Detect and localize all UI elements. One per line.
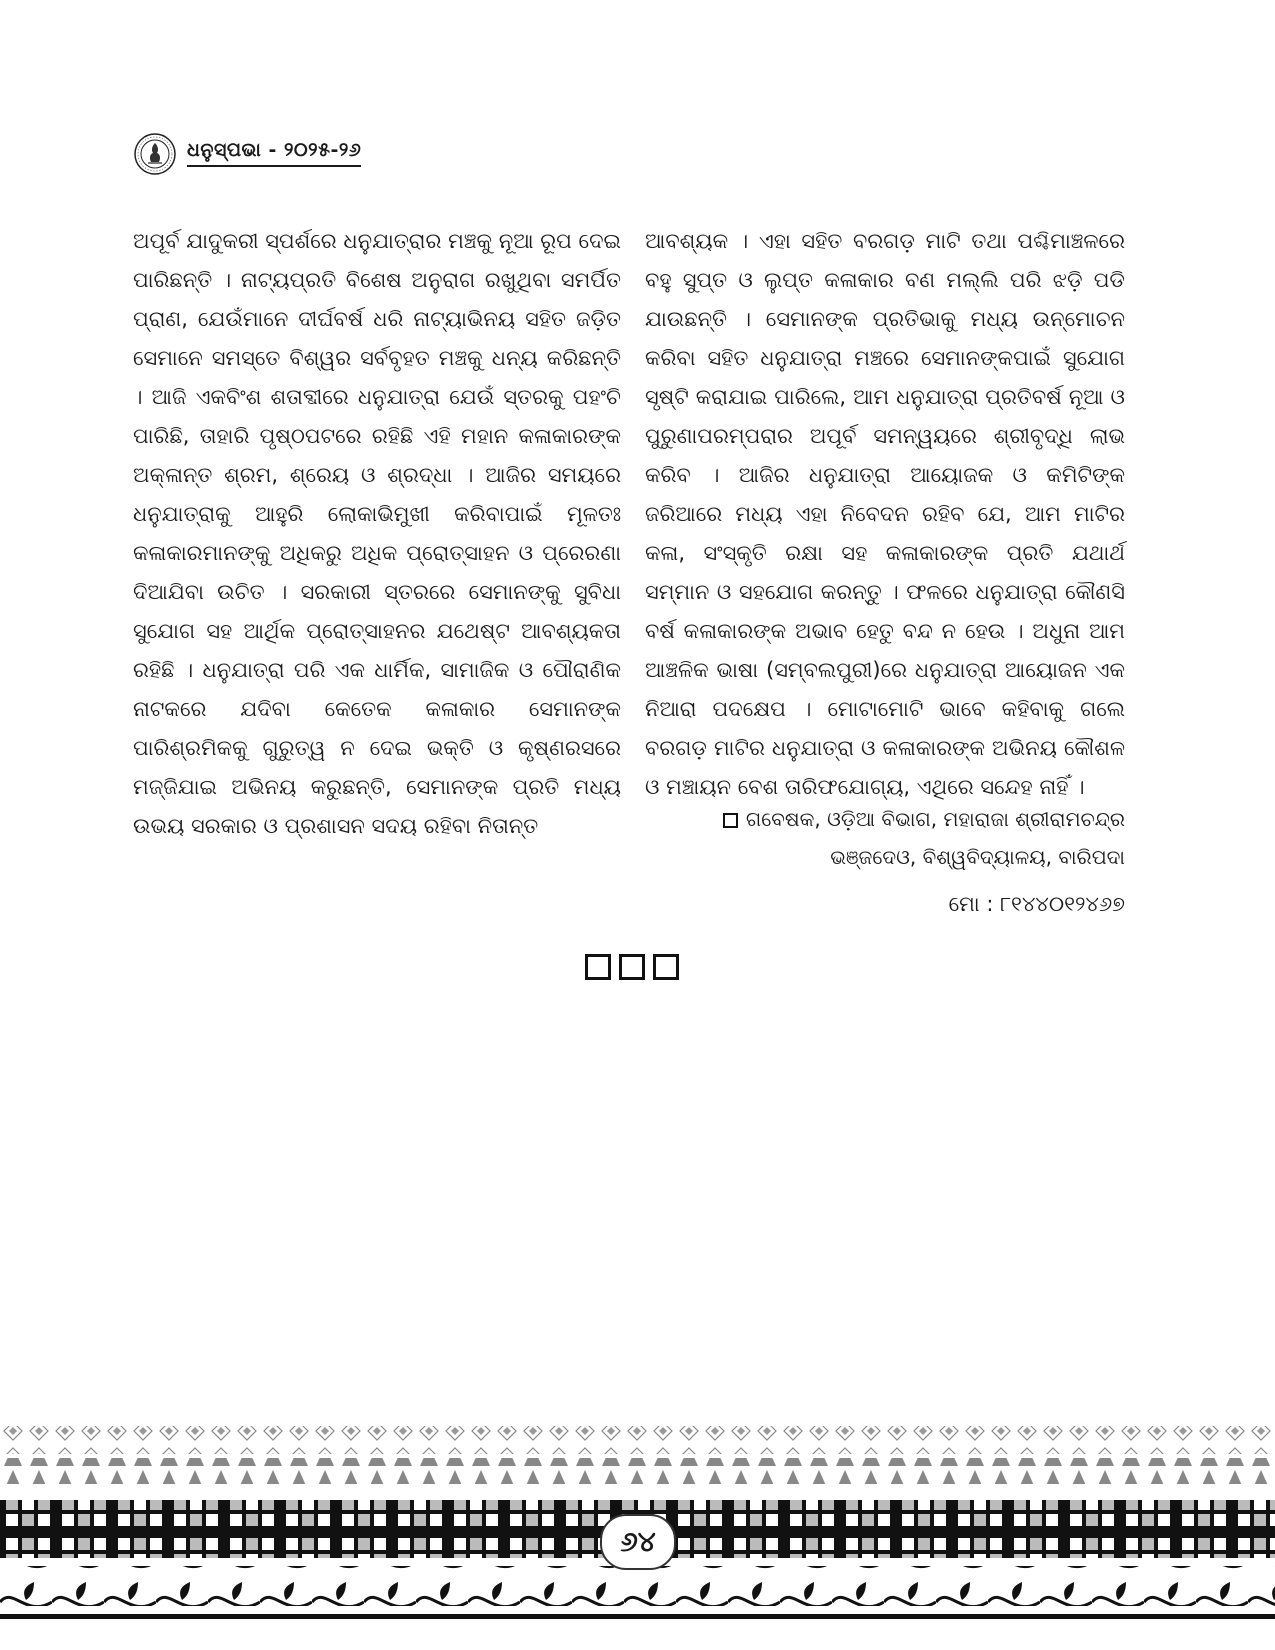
paragraph: ଅପୂର୍ବ ଯାଦୁକରୀ ସ୍ପର୍ଶରେ ଧନୁଯାତ୍ରାର ମଞ୍ଚକୁ ନୂଆ ରୂପ ଦେଇ ପାରିଛନ୍ତି । ନାଟ୍ୟପ୍ରତି ବିଶେଷ ଅନୁରାଗ ରଖୁଥିବା ସମର୍ପିତ ପ୍ରାଣ, ଯେଉଁମାନେ ଦୀର୍ଘବର୍ଷ ଧରି ନାଟ୍ୟାଭିନୟ ସହିତ ଜଡ଼ିତ ସେମାନେ ସମସ୍ତେ ବିଶ୍ୱର ସର୍ବବୃହତ ମଞ୍ଚକୁ ଧନ୍ୟ କରିଛନ୍ତି । ଆଜି ଏକବିଂଶ ଶତାବ୍ଦୀରେ ଧନୁଯାତ୍ରା ଯେଉଁ ସ୍ତରକୁ ପହଂଚି ପାରିଛି, ତାହାରି ପୃଷ୍ଠପଟରେ ରହିଛି ଏହି ମହାନ କଳାକାରଙ୍କ ଅକ୍ଳାନ୍ତ ଶ୍ରମ, ଶ୍ରେୟ ଓ ଶ୍ରଦ୍ଧା । ଆଜିର ସମୟରେ ଧନୁଯାତ୍ରାକୁ ଆହୁରି ଲୋକାଭିମୁଖୀ କରିବାପାଇଁ ମୂଳତଃ କଳାକାରମାନଙ୍କୁ ଅଧିକରୁ ଅଧିକ ପ୍ରୋତ୍ସାହନ ଓ ପ୍ରେରଣା ଦିଆଯିବା ଉଚିତ । ସରକାରୀ ସ୍ତରରେ ସେମାନଙ୍କୁ ସୁବିଧା ସୁଯୋଗ ସହ ଆର୍ଥିକ ପ୍ରୋତ୍ସାହନର ଯଥେଷ୍ଟ ଆବଶ୍ୟକତା ରହିଛି । ଧନୁଯାତ୍ରା ପରି ଏକ ଧାର୍ମିକ, ସାମାଜିକ ଓ ପୌରାଣିକ ନାଟକରେ ଯଦିବା କେତେକ କଳାକାର ସେମାନଙ୍କ ପାରିଶ୍ରମିକକୁ ଗୁରୁତ୍ୱ ନ ଦେଇ ଭକ୍ତି ଓ କୃଷ୍ଣରସରେ ମଜ୍ଜିଯାଇ ଅଭିନୟ କରୁଛନ୍ତି, ସେମାନଙ୍କ ପ୍ରତି ମଧ୍ୟ ଉଭୟ ସରକାର ଓ ପ୍ରଶାସନ ସଦୟ ରହିବା ନିତାନ୍ତ	[133, 229, 621, 838]
article-column-right	[645, 222, 1125, 807]
article-column-left	[133, 222, 621, 846]
page-number: ୬୪	[600, 1514, 676, 1570]
end-mark	[585, 954, 679, 980]
paragraph: ଆବଶ୍ୟକ । ଏହା ସହିତ ବରଗଡ଼ ମାଟି ତଥା ପଶ୍ଚିମାଞ୍ଚଳରେ ବହୁ ସୁପ୍ତ ଓ ଲୁପ୍ତ କଳାକାର ବଣ ମଲ୍ଲି ପରି ଝଡ଼ି ପଡି ଯାଉଛନ୍ତି । ସେମାନଙ୍କ ପ୍ରତିଭାକୁ ମଧ୍ୟ ଉନ୍ମୋଚନ କରିବା ସହିତ ଧନୁଯାତ୍ରା ମଞ୍ଚରେ ସେମାନଙ୍କପାଇଁ ସୁଯୋଗ ସୃଷ୍ଟି କରାଯାଇ ପାରିଲେ, ଆମ ଧନୁଯାତ୍ରା ପ୍ରତିବର୍ଷ ନୂଆ ଓ ପୁରୁଣାପରମ୍ପରାର ଅପୂର୍ବ ସମନ୍ୱୟରେ ଶ୍ରୀବୃଦ୍ଧି ଲାଭ କରିବ । ଆଜିର ଧନୁଯାତ୍ରା ଆୟୋଜକ ଓ କମିଟିଙ୍କ ଜରିଆରେ ମଧ୍ୟ ଏହା ନିବେଦନ ରହିବ ଯେ, ଆମ ମାଟିର କଳା, ସଂସ୍କୃତି ରକ୍ଷା ସହ କଳାକାରଙ୍କ ପ୍ରତି ଯଥାର୍ଥ ସମ୍ମାନ ଓ ସହଯୋଗ କରନ୍ତୁ । ଫଳରେ ଧନୁଯାତ୍ରା କୌଣସି ବର୍ଷ କଳାକାରଙ୍କ ଅଭାବ ହେତୁ ବନ୍ଦ ନ ହେଉ । ଅଧୁନା ଆମ ଆଞ୍ଚଳିକ ଭାଷା (ସମ୍ବଲପୁରୀ)ରେ ଧନୁଯାତ୍ରା ଆୟୋଜନ ଏକ ନିଆରା ପଦକ୍ଷେପ । ମୋଟାମୋଟି ଭାବେ କହିବାକୁ ଗଲେ ବରଗଡ଼ ମାଟିର ଧନୁଯାତ୍ରା ଓ କଳାକାରଙ୍କ ଅଭିନୟ କୌଶଳ ଓ ମଞ୍ଚାୟନ ବେଶ ତାରିଫଯୋଗ୍ୟ, ଏଥିରେ ସନ୍ଦେହ ନାହିଁ ।	[645, 229, 1125, 799]
square-icon	[653, 954, 679, 980]
square-bullet-icon	[723, 813, 738, 828]
page-title: ଧନୁସ୍ପଭା - ୨୦୨୫-୨୬	[187, 141, 361, 167]
square-icon	[619, 954, 645, 980]
author-line-1: ଗବେଷକ, ଓଡ଼ିଆ ବିଭାଗ, ମହାରାଜା ଶ୍ରୀରାମଚନ୍ଦ୍ର	[745, 807, 1125, 831]
author-affiliation	[605, 800, 1125, 876]
seal-logo-icon	[133, 132, 177, 176]
author-phone: ମୋ : ୮୧୪୪୦୧୨୪୬୭	[948, 892, 1125, 916]
square-icon	[585, 954, 611, 980]
author-line-2: ଭଞ୍ଜଦେଓ, ବିଶ୍ୱବିଦ୍ୟାଳୟ, ବାରିପଦା	[830, 845, 1125, 869]
page-header	[133, 132, 361, 176]
